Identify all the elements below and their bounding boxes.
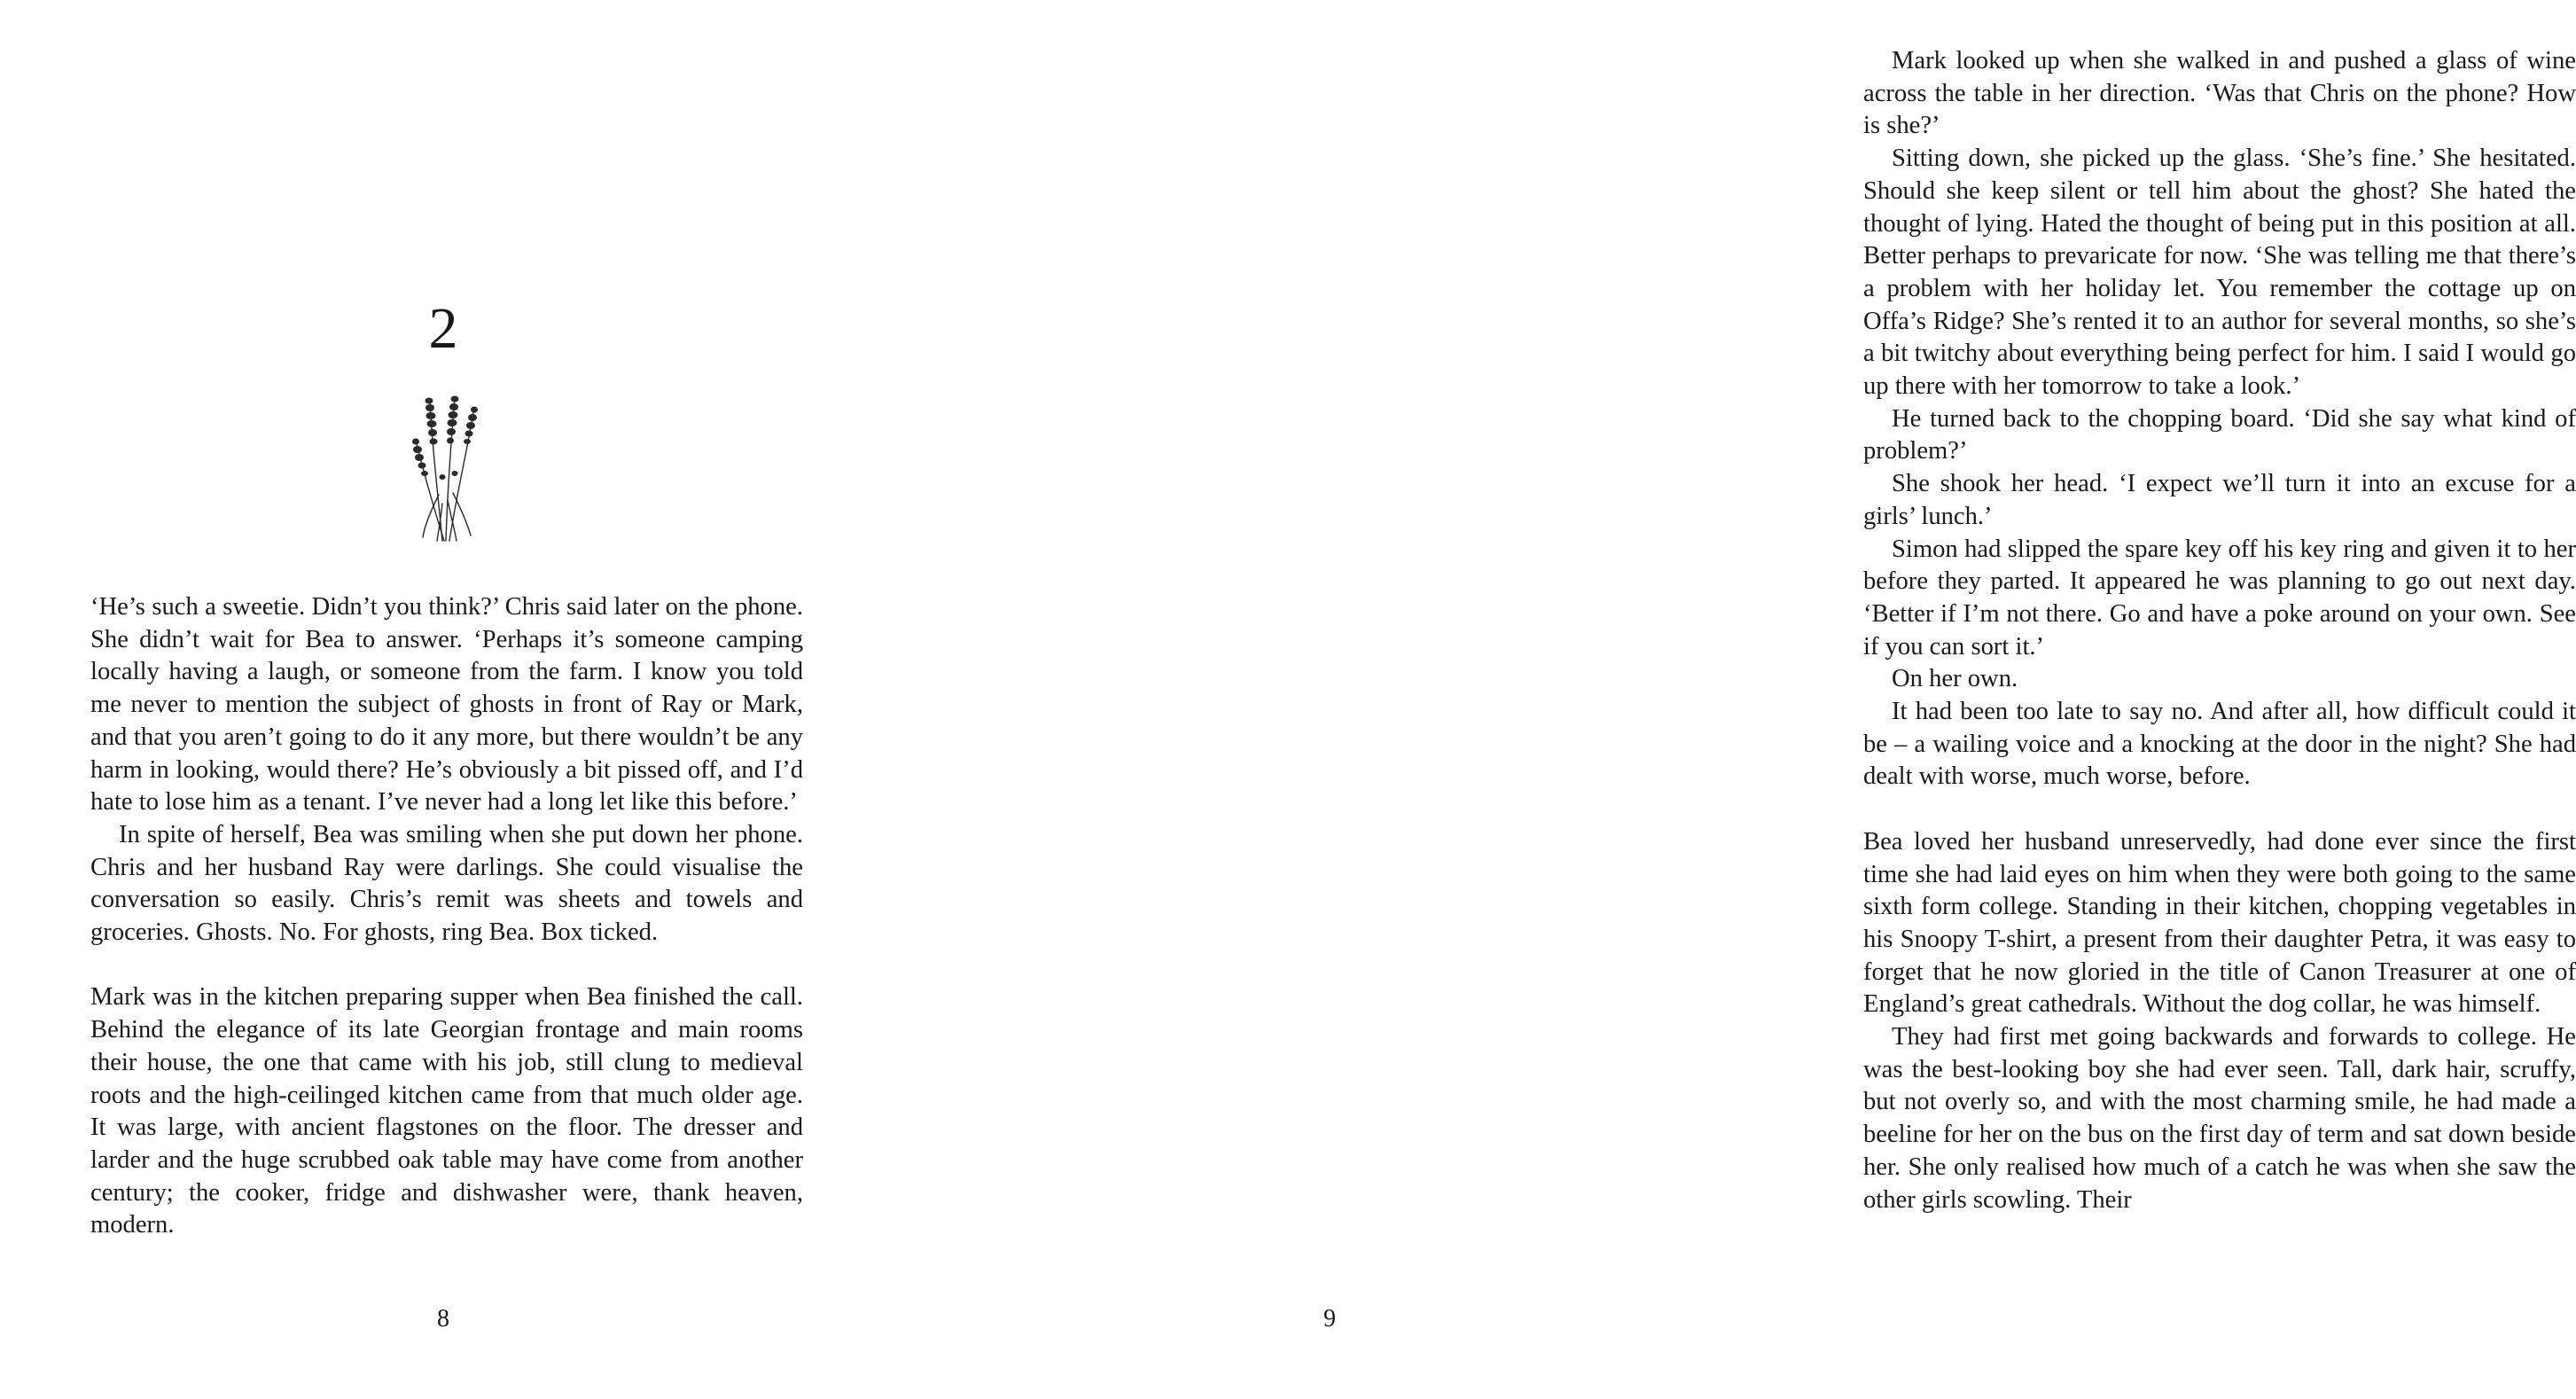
paragraph: He turned back to the chopping board. ‘Did she say what kind of problem?’	[1863, 404, 2576, 465]
paragraph: Mark was in the kitchen preparing supper when Bea finished the call. Behind the elegance of its late Georgian frontage and main rooms their house, the one that came with his job, still clung to medieval roots and the high-ceilinged kitchen came from that much older age. It was large, with ancient flagstones on the floor. The dresser and larder and the huge scrubbed oak table may have come from another century; the cooker, fridge and dishwasher were, thank heaven, modern.	[90, 983, 803, 1239]
left-page-text	[90, 591, 803, 1242]
paragraph: In spite of herself, Bea was smiling when she put down her phone. Chris and her husband Ray were darlings. She could visualise the conversation so easily. Chris’s remit was sheets and towels and groceries. Ghosts. No. For ghosts, ring Bea. Box ticked.	[90, 820, 803, 947]
page-number-right: 9	[1323, 1305, 1336, 1333]
right-page	[886, 0, 2576, 1399]
left-page	[0, 0, 886, 1399]
paragraph: They had first met going backwards and forwards to college. He was the best-looking boy she had ever seen. Tall, dark hair, scruffy, but not overly so, and with the most charming smile, he had made a beeline for her on the bus on the first day of term and sat down beside her. She only realised how much of a catch he was when she saw the other girls scowling. Their	[1863, 1023, 2576, 1214]
page-number-left: 8	[437, 1305, 449, 1333]
paragraph: ‘He’s such a sweetie. Didn’t you think?’ Chris said later on the phone. She didn’t wait for Bea to answer. ‘Perhaps it’s someone camping locally having a laugh, or someone from the farm. I know you told me never to mention the subject of ghosts in front of Ray or Mark, and that you aren’t going to do it any more, but there wouldn’t be any harm in looking, would there? He’s obviously a bit pissed off, and I’d hate to lose him as a tenant. I’ve never had a long let like this before.’	[90, 593, 803, 817]
lavender-sprig-icon	[403, 388, 492, 546]
chapter-number: 2	[428, 296, 458, 361]
paragraph: Sitting down, she picked up the glass. ‘She’s fine.’ She hesitated. Should she keep silent or tell him about the ghost? She hated the thought of lying. Hated the thought of being put in this position at all. Better perhaps to prevaricate for now. ‘She was telling me that there’s a problem with her holiday let. You remember the cottage up on Offa’s Ridge? She’s rented it to an author for several months, so she’s a bit twitchy about everything being perfect for him. I said I would go up there with her tomorrow to take a look.’	[1863, 145, 2576, 401]
paragraph: It had been too late to say no. And after all, how difficult could it be – a wailing voice and a knocking at the door in the night? She had dealt with worse, much worse, before.	[1863, 698, 2576, 791]
right-page-text	[1863, 45, 2576, 1216]
paragraph: On her own.	[1892, 665, 2018, 693]
paragraph: Simon had slipped the spare key off his key ring and given it to her before they parted. It appeared he was planning to go out next day. ‘Better if I’m not there. Go and have a poke around on your own. See if you can sort it.’	[1863, 535, 2576, 660]
paragraph: She shook her head. ‘I expect we’ll turn it into an excuse for a girls’ lunch.’	[1863, 470, 2576, 530]
paragraph: Bea loved her husband unreservedly, had done ever since the first time she had laid eyes on him when they were both going to the same sixth form college. Standing in their kitchen, chopping vegetables in his Snoopy T-shirt, a present from their daughter Petra, it was easy to forget that he now gloried in the title of Canon Treasurer at one of England’s great cathedrals. Without the dog collar, he was himself.	[1863, 827, 2576, 1019]
paragraph: Mark looked up when she walked in and pushed a glass of wine across the table in her direction. ‘Was that Chris on the phone? How is she?’	[1863, 47, 2576, 140]
